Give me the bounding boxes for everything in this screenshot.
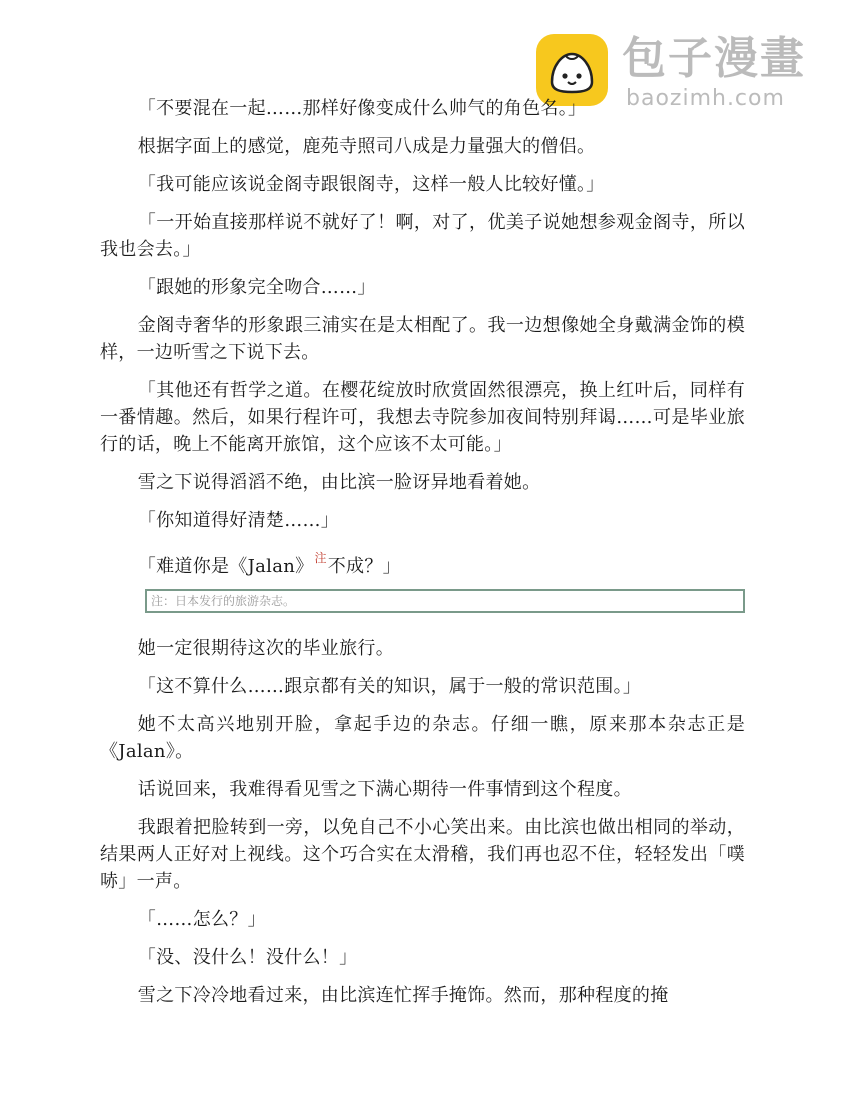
watermark-url: baozimh.com xyxy=(626,86,785,111)
paragraph: 我跟着把脸转到一旁，以免自己不小心笑出来。由比滨也做出相同的举动，结果两人正好对上视线。这个巧合实在太滑稽，我们再也忍不住，轻轻发出「噗哧」一声。 xyxy=(100,817,745,892)
paragraph: 话说回来，我难得看见雪之下满心期待一件事情到这个程度。 xyxy=(137,779,632,800)
paragraph: 她不太高兴地别开脸，拿起手边的杂志。仔细一瞧，原来那本杂志正是《Jalan》。 xyxy=(100,714,745,762)
footnote-marker[interactable]: 注 xyxy=(314,551,327,565)
paragraph: 「其他还有哲学之道。在樱花绽放时欣赏固然很漂亮，换上红叶后，同样有一番情趣。然后，如果行程许可，我想去寺院参加夜间特别拜谒……可是毕业旅行的话，晚上不能离开旅馆，这个应该不太可能。」 xyxy=(100,380,745,455)
paragraph: 「一开始直接那样说不就好了！啊，对了，优美子说她想参观金阁寺，所以我也会去。」 xyxy=(100,212,745,260)
paragraph: 「你知道得好清楚……」 xyxy=(137,510,340,531)
paragraph: 金阁寺奢华的形象跟三浦实在是太相配了。我一边想像她全身戴满金饰的模样，一边听雪之下说下去。 xyxy=(100,315,745,363)
paragraph: 「这不算什么……跟京都有关的知识，属于一般的常识范围。」 xyxy=(137,676,642,697)
paragraph: 「没、没什么！没什么！」 xyxy=(137,947,358,968)
paragraph: 「跟她的形象完全吻合……」 xyxy=(137,277,376,298)
paragraph: 雪之下冷冷地看过来，由比滨连忙挥手掩饰。然而，那种程度的掩 xyxy=(137,985,669,1006)
watermark-title: 包子漫畫 xyxy=(622,33,806,84)
paragraph: 「不要混在一起……那样好像变成什么帅气的角色名。」 xyxy=(137,98,587,119)
paragraph: 「……怎么？」 xyxy=(137,909,266,930)
paragraph-with-note xyxy=(100,545,745,580)
page-content xyxy=(100,95,745,1020)
note-text-after: 不成？」 xyxy=(327,556,401,577)
footnote-box: 注：日本发行的旅游杂志。 xyxy=(145,589,745,613)
paragraph: 她一定很期待这次的毕业旅行。 xyxy=(137,638,394,659)
paragraph: 雪之下说得滔滔不绝，由比滨一脸讶异地看着她。 xyxy=(137,472,541,493)
paragraph: 根据字面上的感觉，鹿苑寺照司八成是力量强大的僧侣。 xyxy=(137,136,596,157)
paragraph: 「我可能应该说金阁寺跟银阁寺，这样一般人比较好懂。」 xyxy=(137,174,605,195)
bun-mascot-icon xyxy=(546,48,598,96)
note-text-before: 「难道你是《Jalan》 xyxy=(137,556,314,577)
